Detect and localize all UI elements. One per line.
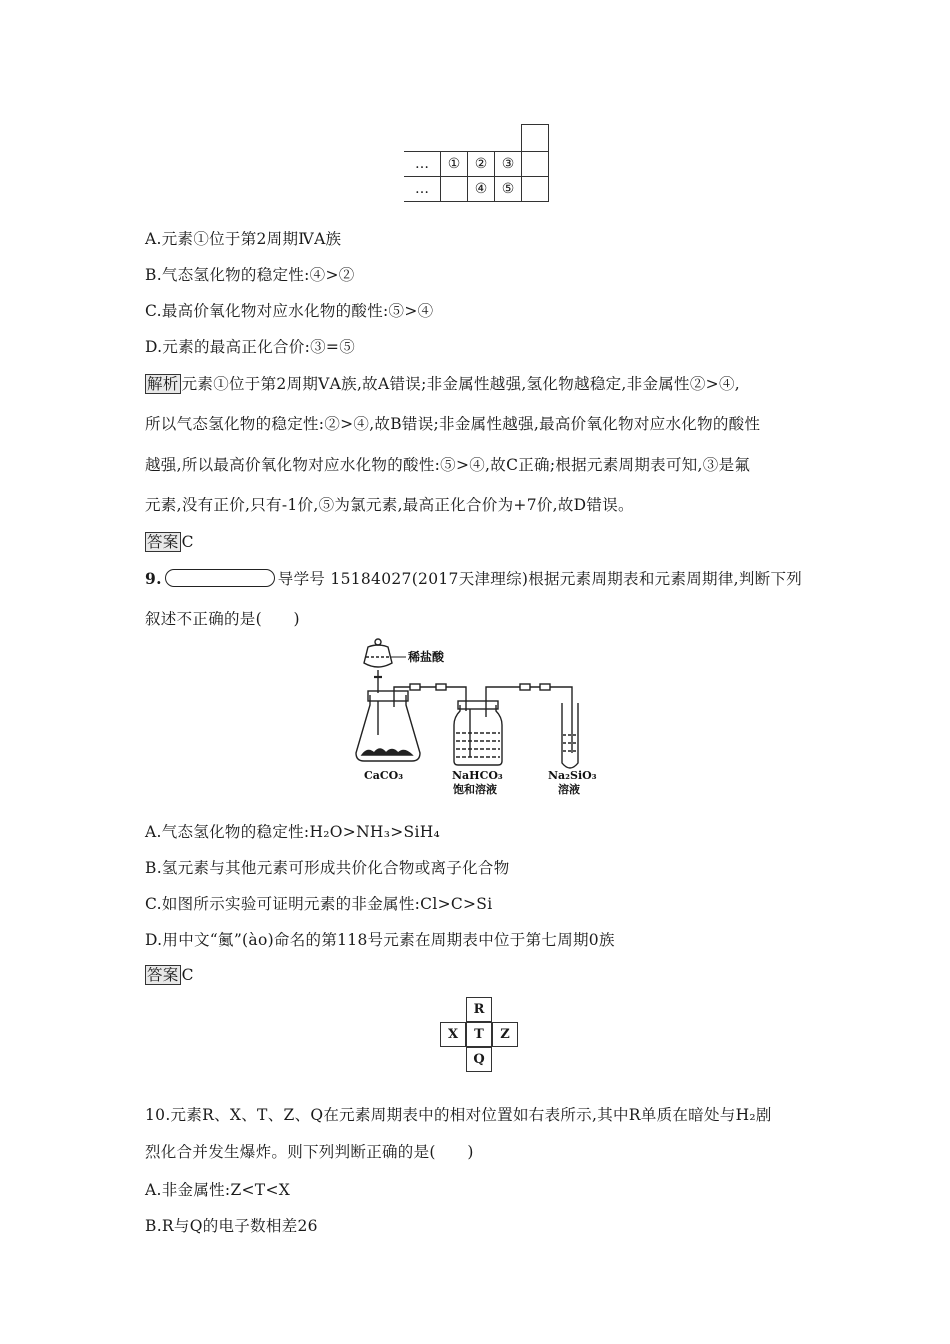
q10-option-b: B.R与Q的电子数相差26 <box>145 1217 318 1235</box>
q9-answer <box>145 963 194 985</box>
separatory-funnel <box>364 645 392 667</box>
label-saturated: 饱和溶液 <box>453 783 497 796</box>
q8-option-a: A.元素①位于第2周期ⅣA族 <box>145 230 342 248</box>
grid-cell-t: T <box>466 1022 492 1047</box>
q9-stem <box>145 567 802 589</box>
analysis-tag: 解析 <box>147 375 179 393</box>
tube-connector <box>540 684 550 690</box>
tube-connector <box>410 684 420 690</box>
analysis-text: 元素①位于第2周期ⅤA族,故A错误;非金属性越强,氢化物越稳定,非金属性②>④, <box>181 375 740 393</box>
q9-option-a: A.气态氢化物的稳定性:H₂O>NH₃>SiH₄ <box>145 823 441 841</box>
table-row <box>404 177 549 202</box>
table-cell: ④ <box>468 177 495 202</box>
label-caco3: CaCO₃ <box>364 769 404 782</box>
table-cell: ⑤ <box>495 177 522 202</box>
grid-cell-x: X <box>440 1022 466 1047</box>
q8-option-b: B.气态氢化物的稳定性:④>② <box>145 266 355 284</box>
q8-analysis-line: 所以气态氢化物的稳定性:②>④,故B错误;非金属性越强,最高价氧化物对应水化物的酸性 <box>145 415 761 433</box>
q10-stem-line1: 10.元素R、X、T、Z、Q在元素周期表中的相对位置如右表所示,其中R单质在暗处与H₂剧 <box>145 1106 772 1124</box>
tube-connector <box>436 684 446 690</box>
table-cell: … <box>404 152 441 177</box>
answer-tag: 答案 <box>147 966 179 984</box>
q9-stem-text: 导学号 15184027(2017天津理综)根据元素周期表和元素周期律,判断下列 <box>277 570 803 588</box>
tube-connector <box>520 684 530 690</box>
guide-number-badge <box>165 569 275 587</box>
caco3-solid <box>362 749 412 755</box>
table-cell <box>441 177 468 202</box>
q8-option-c: C.最高价氧化物对应水化物的酸性:⑤>④ <box>145 302 434 320</box>
grid-cell-r: R <box>466 997 492 1022</box>
gas-washing-bottle <box>454 705 502 765</box>
q8-analysis-line: 越强,所以最高价氧化物对应水化物的酸性:⑤>④,故C正确;根据元素周期表可知,③是氟 <box>145 456 751 474</box>
q8-analysis-line: 元素,没有正价,只有-1价,⑤为氯元素,最高正化合价为+7价,故D错误。 <box>145 496 634 514</box>
answer-value: C <box>181 533 194 551</box>
table-cell: ② <box>468 152 495 177</box>
label-nahco3: NaHCO₃ <box>452 769 503 782</box>
q8-option-d: D.元素的最高正化合价:③=⑤ <box>145 338 356 356</box>
table-row <box>404 152 549 177</box>
q8-answer <box>145 530 194 552</box>
label-na2sio3: Na₂SiO₃ <box>548 769 597 782</box>
flask-stopper <box>368 691 408 701</box>
table-cell: ③ <box>495 152 522 177</box>
bottle-stopper <box>458 701 498 709</box>
funnel-stopper <box>375 639 381 645</box>
table-cell <box>522 152 549 177</box>
table-top-cell <box>521 124 549 152</box>
table-cell: … <box>404 177 441 202</box>
answer-value: C <box>181 966 194 984</box>
grid-cell-q: Q <box>466 1047 492 1072</box>
experiment-apparatus-figure <box>350 635 620 800</box>
q10-option-a: A.非金属性:Z<T<X <box>145 1181 291 1199</box>
periodic-table <box>404 151 549 202</box>
label-solution: 溶液 <box>558 783 580 796</box>
q9-stem-line2: 叙述不正确的是( ) <box>145 610 300 628</box>
label-dilute-hcl: 稀盐酸 <box>408 650 445 664</box>
element-position-grid <box>440 997 518 1072</box>
q9-option-c: C.如图所示实验可证明元素的非金属性:Cl>C>Si <box>145 895 493 913</box>
answer-tag: 答案 <box>147 533 179 551</box>
q9-option-d: D.用中文“鿫”(ào)命名的第118号元素在周期表中位于第七周期0族 <box>145 931 615 949</box>
question-number: 9. <box>145 569 162 588</box>
q8-analysis-line <box>145 372 740 394</box>
q9-option-b: B.氢元素与其他元素可形成共价化合物或离子化合物 <box>145 859 510 877</box>
table-cell: ① <box>441 152 468 177</box>
grid-cell-z: Z <box>492 1022 518 1047</box>
q10-stem-line2: 烈化合并发生爆炸。则下列判断正确的是( ) <box>145 1143 474 1161</box>
table-cell <box>522 177 549 202</box>
